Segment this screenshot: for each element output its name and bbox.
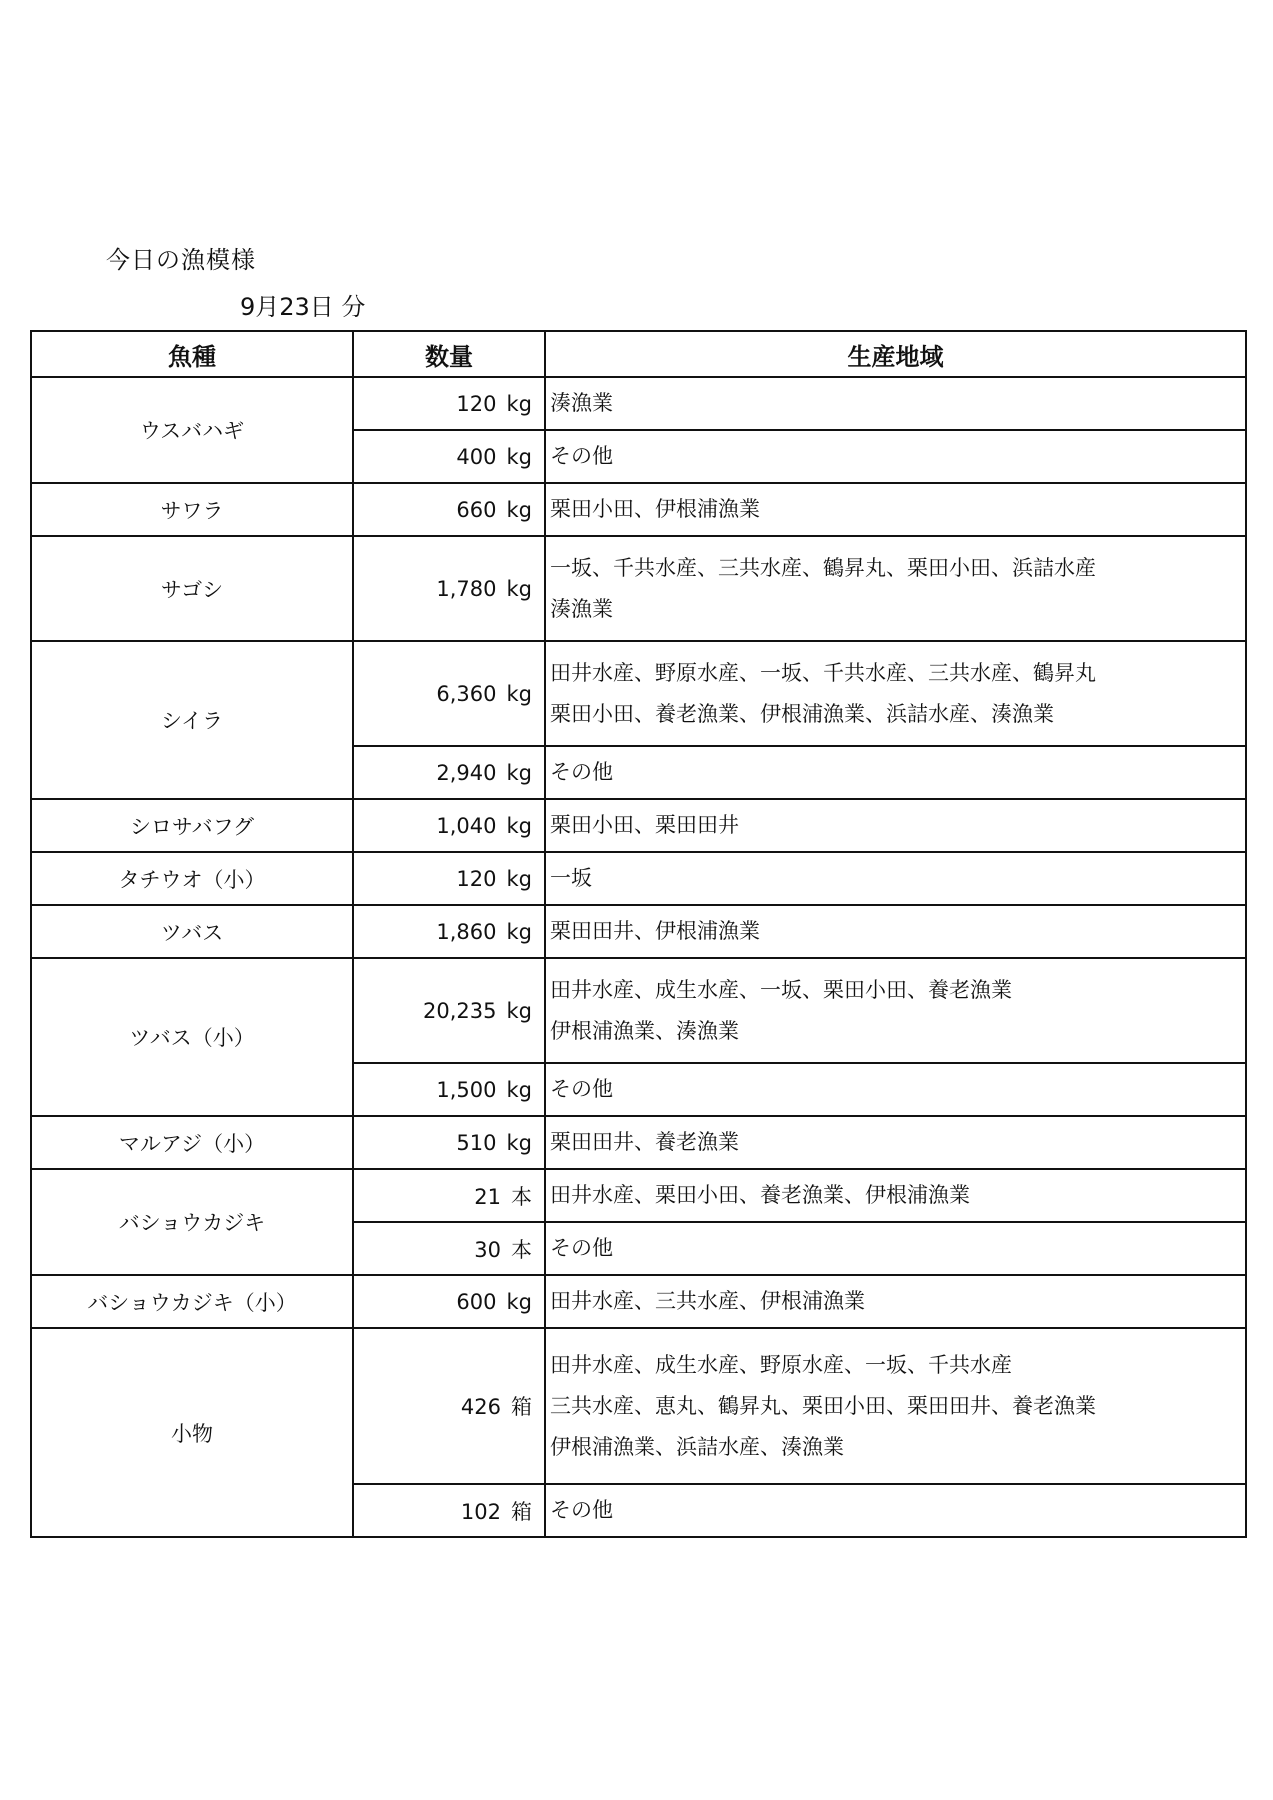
area-line: 伊根浦漁業、浜詰水産、湊漁業 bbox=[550, 1434, 844, 1459]
area-cell bbox=[545, 1063, 1246, 1116]
area-line: 三共水産、恵丸、鶴昇丸、栗田小田、栗田田井、養老漁業 bbox=[550, 1393, 1096, 1418]
area-cell bbox=[545, 852, 1246, 905]
quantity-value: 1,780 bbox=[436, 576, 497, 601]
quantity-value: 600 bbox=[456, 1289, 497, 1314]
quantity-unit: kg bbox=[506, 497, 532, 522]
quantity-unit: kg bbox=[506, 998, 532, 1023]
fish-name-cell: マルアジ（小） bbox=[31, 1116, 353, 1169]
area-line: 栗田田井、伊根浦漁業 bbox=[550, 919, 760, 943]
area-line: 一坂 bbox=[550, 866, 592, 890]
quantity-value: 400 bbox=[456, 444, 497, 469]
area-cell bbox=[545, 641, 1246, 746]
fish-name-cell: タチウオ（小） bbox=[31, 852, 353, 905]
area-cell bbox=[545, 958, 1246, 1063]
header-area: 生産地域 bbox=[545, 331, 1246, 377]
table-row bbox=[31, 377, 1246, 430]
quantity-unit: kg bbox=[506, 444, 532, 469]
table-row bbox=[31, 1275, 1246, 1328]
area-line: 田井水産、栗田小田、養老漁業、伊根浦漁業 bbox=[550, 1183, 970, 1207]
area-line: 田井水産、成生水産、野原水産、一坂、千共水産 bbox=[550, 1352, 1012, 1377]
area-line: 湊漁業 bbox=[550, 596, 613, 621]
quantity-unit: kg bbox=[506, 919, 532, 944]
quantity-unit: kg bbox=[506, 1130, 532, 1155]
quantity-cell bbox=[353, 430, 545, 483]
table-row bbox=[31, 1116, 1246, 1169]
area-cell bbox=[545, 483, 1246, 536]
fish-name-cell: バショウカジキ bbox=[31, 1169, 353, 1275]
quantity-value: 1,500 bbox=[436, 1077, 497, 1102]
fish-name-cell: サゴシ bbox=[31, 536, 353, 641]
area-cell bbox=[545, 1328, 1246, 1484]
quantity-unit: 本 bbox=[511, 1184, 532, 1209]
area-line: 田井水産、成生水産、一坂、栗田小田、養老漁業 bbox=[550, 977, 1012, 1002]
quantity-cell bbox=[353, 1222, 545, 1275]
table-row bbox=[31, 958, 1246, 1063]
area-cell bbox=[545, 1116, 1246, 1169]
table-body bbox=[31, 377, 1246, 1537]
table-row bbox=[31, 852, 1246, 905]
fish-name-cell: シロサバフグ bbox=[31, 799, 353, 852]
quantity-value: 120 bbox=[456, 391, 497, 416]
quantity-unit: kg bbox=[506, 1077, 532, 1102]
area-line: 栗田田井、養老漁業 bbox=[550, 1130, 739, 1154]
area-line: 栗田小田、伊根浦漁業 bbox=[550, 497, 760, 521]
quantity-cell bbox=[353, 536, 545, 641]
quantity-value: 21 bbox=[474, 1184, 501, 1209]
quantity-unit: 本 bbox=[511, 1237, 532, 1262]
page-title: 今日の漁模様 bbox=[106, 246, 256, 274]
area-line: 田井水産、野原水産、一坂、千共水産、三共水産、鶴昇丸 bbox=[550, 660, 1096, 685]
quantity-cell bbox=[353, 1484, 545, 1537]
area-cell bbox=[545, 799, 1246, 852]
quantity-value: 426 bbox=[460, 1395, 501, 1419]
table-row bbox=[31, 905, 1246, 958]
quantity-cell bbox=[353, 799, 545, 852]
quantity-value: 6,360 bbox=[436, 681, 497, 706]
area-cell bbox=[545, 377, 1246, 430]
quantity-cell bbox=[353, 1169, 545, 1222]
header-fish: 魚種 bbox=[31, 331, 353, 377]
area-line: その他 bbox=[550, 1498, 613, 1522]
quantity-unit: kg bbox=[506, 813, 532, 838]
area-cell bbox=[545, 536, 1246, 641]
quantity-value: 120 bbox=[456, 866, 497, 891]
area-line: 一坂、千共水産、三共水産、鶴昇丸、栗田小田、浜詰水産 bbox=[550, 555, 1096, 580]
fish-name-cell: バショウカジキ（小） bbox=[31, 1275, 353, 1328]
table-row bbox=[31, 483, 1246, 536]
area-cell bbox=[545, 746, 1246, 799]
table-row bbox=[31, 641, 1246, 746]
quantity-unit: kg bbox=[506, 760, 532, 785]
table-row bbox=[31, 1169, 1246, 1222]
area-line: その他 bbox=[550, 760, 613, 784]
quantity-value: 30 bbox=[474, 1237, 501, 1262]
fish-name-cell: ツバス bbox=[31, 905, 353, 958]
quantity-cell bbox=[353, 483, 545, 536]
catch-table bbox=[30, 330, 1247, 1538]
quantity-cell bbox=[353, 958, 545, 1063]
area-line: 栗田小田、栗田田井 bbox=[550, 813, 739, 837]
quantity-value: 510 bbox=[456, 1130, 497, 1155]
area-line: その他 bbox=[550, 444, 613, 468]
quantity-unit: 箱 bbox=[511, 1395, 532, 1419]
area-line: 田井水産、三共水産、伊根浦漁業 bbox=[550, 1289, 865, 1313]
quantity-value: 1,040 bbox=[436, 813, 497, 838]
fish-name-cell: サワラ bbox=[31, 483, 353, 536]
quantity-unit: kg bbox=[506, 866, 532, 891]
quantity-cell bbox=[353, 852, 545, 905]
quantity-unit: kg bbox=[506, 576, 532, 601]
area-line: その他 bbox=[550, 1077, 613, 1101]
quantity-cell bbox=[353, 1063, 545, 1116]
area-line: 湊漁業 bbox=[550, 391, 613, 415]
quantity-value: 2,940 bbox=[436, 760, 497, 785]
area-cell bbox=[545, 430, 1246, 483]
quantity-cell bbox=[353, 1328, 545, 1484]
table-row bbox=[31, 1328, 1246, 1484]
quantity-unit: 箱 bbox=[511, 1499, 532, 1524]
table-header-row bbox=[31, 331, 1246, 377]
quantity-cell bbox=[353, 905, 545, 958]
header-quantity: 数量 bbox=[353, 331, 545, 377]
quantity-unit: kg bbox=[506, 391, 532, 416]
quantity-cell bbox=[353, 1275, 545, 1328]
quantity-cell bbox=[353, 1116, 545, 1169]
area-cell bbox=[545, 1169, 1246, 1222]
area-cell bbox=[545, 1484, 1246, 1537]
area-cell bbox=[545, 1222, 1246, 1275]
quantity-value: 660 bbox=[456, 497, 497, 522]
quantity-cell bbox=[353, 746, 545, 799]
quantity-value: 102 bbox=[460, 1499, 501, 1524]
quantity-unit: kg bbox=[506, 1289, 532, 1314]
table-row bbox=[31, 536, 1246, 641]
area-line: 伊根浦漁業、湊漁業 bbox=[550, 1018, 739, 1043]
area-line: 栗田小田、養老漁業、伊根浦漁業、浜詰水産、湊漁業 bbox=[550, 701, 1054, 726]
table-row bbox=[31, 799, 1246, 852]
report-date: 9月23日 分 bbox=[240, 293, 366, 321]
quantity-cell bbox=[353, 377, 545, 430]
area-cell bbox=[545, 1275, 1246, 1328]
quantity-value: 20,235 bbox=[423, 998, 497, 1023]
fish-name-cell: シイラ bbox=[31, 641, 353, 799]
fish-name-cell: ツバス（小） bbox=[31, 958, 353, 1116]
fish-name-cell: 小物 bbox=[31, 1328, 353, 1537]
area-cell bbox=[545, 905, 1246, 958]
fish-name-cell: ウスバハギ bbox=[31, 377, 353, 483]
quantity-unit: kg bbox=[506, 681, 532, 706]
area-line: その他 bbox=[550, 1236, 613, 1260]
quantity-cell bbox=[353, 641, 545, 746]
quantity-value: 1,860 bbox=[436, 919, 497, 944]
